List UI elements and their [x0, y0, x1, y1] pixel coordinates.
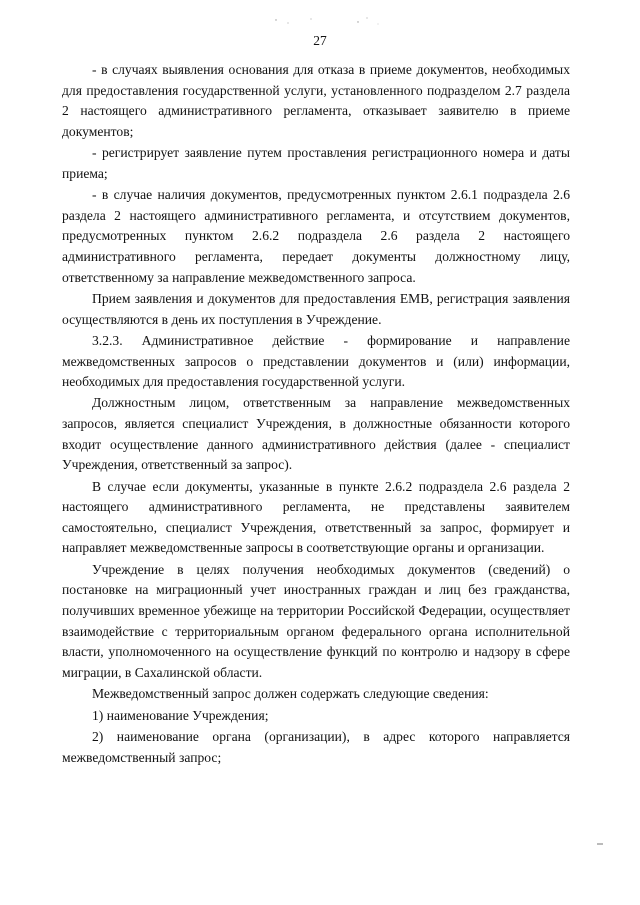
paragraph-request-content: Межведомственный запрос должен содержать следующие сведения:: [92, 686, 489, 702]
paragraph-reception: Прием заявления и документов для предоставления ЕМВ, регистрация заявления осуществляются в день их поступления в Учреждение.: [62, 290, 570, 327]
scan-mark: [597, 843, 603, 845]
paragraph-migration-interaction: Учреждение в целях получения необходимых документов (сведений) о постановке на миграционный учет иностранных граждан и лиц без гражданства, получивших временное убежище на территории Российской Федерации, осуществляет взаимодействие с территориальным органом федерального органа исполнительной власти, уполномоченного на осуществление функций по контролю и надзору в сфере миграции, в Сахалинской области.: [62, 561, 570, 680]
paragraph-section-3-2-3: 3.2.3. Административное действие - формирование и направление межведомственных запросов о представлении документов и (или) информации, необходимых для предоставления государственной услуги.: [62, 332, 570, 390]
scan-noise: [270, 14, 390, 28]
list-item-1: 1) наименование Учреждения;: [92, 707, 269, 723]
list-item-2: 2) наименование органа (организации), в адрес которого направляется межведомственный запрос;: [62, 728, 570, 765]
paragraph-documents-not-provided: В случае если документы, указанные в пункте 2.6.2 подраздела 2.6 раздела 2 настоящего административного регламента, не представлены заявителем самостоятельно, специалист Учреждения, ответственный за запрос, формирует и направляет межведомственные запросы в соответствующие органы и организации.: [62, 478, 570, 556]
document-body: [62, 60, 570, 768]
paragraph-register: - регистрирует заявление путем проставления регистрационного номера и даты приема;: [62, 145, 570, 181]
paragraph-responsible-person: Должностным лицом, ответственным за направление межведомственных запросов, является специалист Учреждения, в должностные обязанности которого входит осуществление данного административного действия (далее - специалист Учреждения, ответственный за запрос).: [62, 395, 570, 473]
paragraph-refusal: - в случаях выявления основания для отказа в приеме документов, необходимых для предоставления государственной услуги, установленного подразделом 2.7 раздела 2 настоящего административного регламента, отказывает заявителю в приеме документов;: [62, 62, 570, 139]
paragraph-transfer: - в случае наличия документов, предусмотренных пунктом 2.6.1 подраздела 2.6 раздела 2 настоящего административного регламента, и отсутствием документов, предусмотренных пунктом 2.6.2 подраздела 2.6 раздела 2 настоящего административного регламента, передает документы должностному лицу, ответственному за направление межведомственного запроса.: [62, 187, 570, 285]
page-number: 27: [313, 33, 327, 48]
